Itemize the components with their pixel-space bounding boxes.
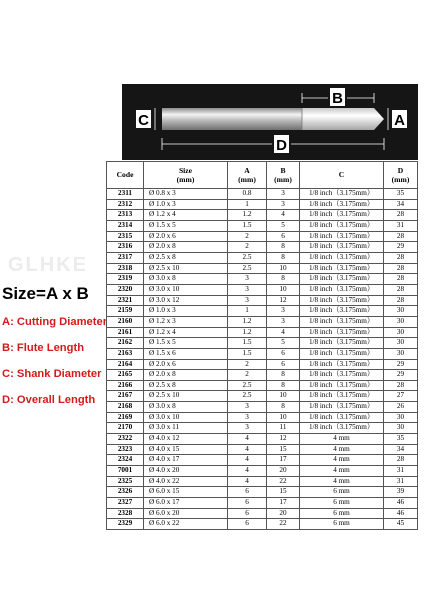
- table-row: [107, 348, 418, 359]
- cell-a: 2.5: [228, 380, 267, 391]
- cell-a: 6: [228, 487, 267, 498]
- cell-code: 2162: [107, 338, 144, 349]
- table-row: [107, 508, 418, 519]
- cell-d: 31: [384, 220, 418, 231]
- cell-b: 11: [267, 423, 300, 434]
- cell-size: Ø 2.0 x 8: [144, 242, 228, 253]
- table-row: [107, 252, 418, 263]
- cell-code: 2159: [107, 306, 144, 317]
- dimension-c-label: C: [138, 112, 149, 129]
- cell-c: 1/8 inch（3.175mm）: [300, 412, 384, 423]
- legend-b: B: Flute Length: [2, 342, 85, 354]
- cell-code: 2322: [107, 434, 144, 445]
- cell-size: Ø 3.0 x 8: [144, 274, 228, 285]
- cell-size: Ø 2.5 x 8: [144, 252, 228, 263]
- cell-c: 1/8 inch（3.175mm）: [300, 359, 384, 370]
- header-code: Code: [107, 162, 144, 189]
- cell-size: Ø 1.0 x 3: [144, 199, 228, 210]
- cell-code: 2317: [107, 252, 144, 263]
- cell-b: 6: [267, 359, 300, 370]
- cell-c: 4 mm: [300, 434, 384, 445]
- table-row: [107, 370, 418, 381]
- cell-size: Ø 4.0 x 17: [144, 455, 228, 466]
- cell-size: Ø 1.0 x 3: [144, 306, 228, 317]
- cell-a: 2.5: [228, 263, 267, 274]
- cell-size: Ø 1.5 x 5: [144, 338, 228, 349]
- cell-c: 1/8 inch（3.175mm）: [300, 189, 384, 200]
- dimension-legend: [0, 284, 118, 420]
- cell-code: 2325: [107, 476, 144, 487]
- cell-a: 6: [228, 508, 267, 519]
- cell-code: 2329: [107, 519, 144, 530]
- cell-size: Ø 2.5 x 10: [144, 263, 228, 274]
- cell-c: 1/8 inch（3.175mm）: [300, 338, 384, 349]
- cell-size: Ø 6.0 x 22: [144, 519, 228, 530]
- cell-size: Ø 1.5 x 6: [144, 348, 228, 359]
- table-row: [107, 295, 418, 306]
- cell-code: 2170: [107, 423, 144, 434]
- cell-b: 8: [267, 252, 300, 263]
- cell-b: 4: [267, 327, 300, 338]
- cell-b: 10: [267, 284, 300, 295]
- cell-size: Ø 3.0 x 12: [144, 295, 228, 306]
- bit-flute: [302, 108, 384, 130]
- header-d: D (mm): [384, 162, 418, 189]
- cell-b: 12: [267, 434, 300, 445]
- cell-c: 1/8 inch（3.175mm）: [300, 274, 384, 285]
- cell-a: 4: [228, 466, 267, 477]
- cell-c: 1/8 inch（3.175mm）: [300, 263, 384, 274]
- table-row: [107, 402, 418, 413]
- table-row: [107, 455, 418, 466]
- cell-a: 3: [228, 284, 267, 295]
- cell-code: 2324: [107, 455, 144, 466]
- cell-b: 10: [267, 263, 300, 274]
- table-row: [107, 316, 418, 327]
- cell-size: Ø 2.0 x 6: [144, 359, 228, 370]
- cell-d: 28: [384, 210, 418, 221]
- cell-c: 4 mm: [300, 444, 384, 455]
- cell-code: 2318: [107, 263, 144, 274]
- legend-d: D: Overall Length: [2, 394, 96, 406]
- cell-d: 29: [384, 359, 418, 370]
- cell-size: Ø 4.0 x 12: [144, 434, 228, 445]
- cell-a: 1.5: [228, 348, 267, 359]
- cell-code: 2169: [107, 412, 144, 423]
- cell-b: 3: [267, 316, 300, 327]
- table-row: [107, 359, 418, 370]
- cell-code: 2320: [107, 284, 144, 295]
- cell-d: 30: [384, 306, 418, 317]
- cell-code: 2164: [107, 359, 144, 370]
- cell-c: 6 mm: [300, 487, 384, 498]
- cell-code: 2328: [107, 508, 144, 519]
- table-body: [107, 189, 418, 530]
- table-row: [107, 412, 418, 423]
- cell-code: 2163: [107, 348, 144, 359]
- cell-c: 4 mm: [300, 455, 384, 466]
- cell-b: 17: [267, 498, 300, 509]
- cell-d: 29: [384, 370, 418, 381]
- cell-d: 35: [384, 434, 418, 445]
- cell-a: 2.5: [228, 252, 267, 263]
- spec-table: [106, 161, 418, 530]
- cell-b: 15: [267, 444, 300, 455]
- cell-size: Ø 4.0 x 15: [144, 444, 228, 455]
- table-row: [107, 434, 418, 445]
- header-a: A (mm): [228, 162, 267, 189]
- cell-a: 1.5: [228, 220, 267, 231]
- cell-a: 1.2: [228, 327, 267, 338]
- table-row: [107, 487, 418, 498]
- table-row: [107, 338, 418, 349]
- cell-size: Ø 6.0 x 20: [144, 508, 228, 519]
- cell-c: 1/8 inch（3.175mm）: [300, 348, 384, 359]
- cell-b: 8: [267, 370, 300, 381]
- cell-c: 1/8 inch（3.175mm）: [300, 402, 384, 413]
- cell-size: Ø 3.0 x 10: [144, 284, 228, 295]
- cell-code: 2161: [107, 327, 144, 338]
- cell-size: Ø 1.2 x 4: [144, 210, 228, 221]
- cell-size: Ø 2.5 x 8: [144, 380, 228, 391]
- cell-a: 3: [228, 412, 267, 423]
- table-row: [107, 263, 418, 274]
- dimension-a-label: A: [394, 112, 405, 129]
- cell-code: 2314: [107, 220, 144, 231]
- cell-b: 5: [267, 338, 300, 349]
- cell-b: 10: [267, 412, 300, 423]
- cell-d: 30: [384, 327, 418, 338]
- cell-a: 3: [228, 402, 267, 413]
- cell-d: 28: [384, 231, 418, 242]
- cell-b: 8: [267, 274, 300, 285]
- cell-size: Ø 3.0 x 10: [144, 412, 228, 423]
- cell-a: 1: [228, 199, 267, 210]
- cell-a: 3: [228, 274, 267, 285]
- cell-size: Ø 1.5 x 5: [144, 220, 228, 231]
- cell-size: Ø 1.2 x 3: [144, 316, 228, 327]
- cell-code: 2311: [107, 189, 144, 200]
- size-formula: Size=A x B: [2, 284, 89, 303]
- cell-c: 4 mm: [300, 476, 384, 487]
- cell-d: 30: [384, 423, 418, 434]
- dimension-d-label: D: [276, 137, 287, 154]
- cell-c: 1/8 inch（3.175mm）: [300, 284, 384, 295]
- cell-a: 1.2: [228, 316, 267, 327]
- table-header-row: [107, 162, 418, 189]
- cell-a: 1.2: [228, 210, 267, 221]
- cell-b: 8: [267, 402, 300, 413]
- cell-c: 1/8 inch（3.175mm）: [300, 370, 384, 381]
- table-row: [107, 284, 418, 295]
- cell-a: 2: [228, 359, 267, 370]
- cell-code: 2321: [107, 295, 144, 306]
- table-row: [107, 519, 418, 530]
- cell-c: 1/8 inch（3.175mm）: [300, 252, 384, 263]
- table-row: [107, 444, 418, 455]
- cell-a: 6: [228, 519, 267, 530]
- table-row: [107, 231, 418, 242]
- header-size: Size (mm): [144, 162, 228, 189]
- cell-d: 28: [384, 284, 418, 295]
- table-row: [107, 498, 418, 509]
- cell-b: 22: [267, 476, 300, 487]
- cell-d: 31: [384, 476, 418, 487]
- cell-a: 1.5: [228, 338, 267, 349]
- cell-d: 28: [384, 295, 418, 306]
- cell-size: Ø 4.0 x 22: [144, 476, 228, 487]
- cell-a: 2: [228, 242, 267, 253]
- cell-size: Ø 0.8 x 3: [144, 189, 228, 200]
- cell-code: 2326: [107, 487, 144, 498]
- cell-size: Ø 3.0 x 11: [144, 423, 228, 434]
- dimension-b-label: B: [332, 90, 343, 107]
- cell-c: 1/8 inch（3.175mm）: [300, 295, 384, 306]
- cell-a: 4: [228, 434, 267, 445]
- table-row: [107, 327, 418, 338]
- cell-d: 35: [384, 189, 418, 200]
- cell-d: 30: [384, 348, 418, 359]
- table-row: [107, 199, 418, 210]
- cell-d: 34: [384, 444, 418, 455]
- cell-code: 2327: [107, 498, 144, 509]
- cell-d: 30: [384, 316, 418, 327]
- table-row: [107, 391, 418, 402]
- cell-b: 20: [267, 508, 300, 519]
- cell-code: 2166: [107, 380, 144, 391]
- cell-d: 34: [384, 199, 418, 210]
- cell-size: Ø 2.5 x 10: [144, 391, 228, 402]
- cell-c: 1/8 inch（3.175mm）: [300, 231, 384, 242]
- cell-b: 8: [267, 242, 300, 253]
- cell-c: 1/8 inch（3.175mm）: [300, 391, 384, 402]
- cell-code: 2313: [107, 210, 144, 221]
- cell-a: 4: [228, 444, 267, 455]
- cell-code: 2315: [107, 231, 144, 242]
- cell-a: 1: [228, 306, 267, 317]
- cell-a: 2: [228, 370, 267, 381]
- cell-b: 12: [267, 295, 300, 306]
- cell-code: 2160: [107, 316, 144, 327]
- legend-c: C: Shank Diameter: [2, 368, 102, 380]
- cell-d: 31: [384, 466, 418, 477]
- table-row: [107, 242, 418, 253]
- cell-size: Ø 6.0 x 17: [144, 498, 228, 509]
- cell-c: 1/8 inch（3.175mm）: [300, 242, 384, 253]
- table-row: [107, 380, 418, 391]
- cell-b: 22: [267, 519, 300, 530]
- cell-a: 3: [228, 295, 267, 306]
- cell-d: 30: [384, 412, 418, 423]
- cell-a: 2: [228, 231, 267, 242]
- cell-code: 2165: [107, 370, 144, 381]
- table-row: [107, 423, 418, 434]
- cell-size: Ø 4.0 x 20: [144, 466, 228, 477]
- cell-d: 28: [384, 274, 418, 285]
- cell-size: Ø 2.0 x 6: [144, 231, 228, 242]
- cell-c: 6 mm: [300, 498, 384, 509]
- cell-size: Ø 6.0 x 15: [144, 487, 228, 498]
- table-row: [107, 306, 418, 317]
- table-row: [107, 210, 418, 221]
- cell-c: 6 mm: [300, 519, 384, 530]
- cell-b: 8: [267, 380, 300, 391]
- cell-code: 2168: [107, 402, 144, 413]
- cell-c: 1/8 inch（3.175mm）: [300, 380, 384, 391]
- cell-b: 4: [267, 210, 300, 221]
- cell-code: 2312: [107, 199, 144, 210]
- cell-size: Ø 2.0 x 8: [144, 370, 228, 381]
- table-row: [107, 220, 418, 231]
- header-b: B (mm): [267, 162, 300, 189]
- cell-d: 28: [384, 455, 418, 466]
- cell-b: 17: [267, 455, 300, 466]
- watermark: GLHKE: [8, 254, 88, 276]
- cell-b: 3: [267, 199, 300, 210]
- cell-d: 30: [384, 338, 418, 349]
- router-bit-diagram: [122, 84, 418, 160]
- legend-a: A: Cutting Diameter: [2, 316, 108, 328]
- cell-b: 5: [267, 220, 300, 231]
- cell-size: Ø 3.0 x 8: [144, 402, 228, 413]
- cell-d: 28: [384, 263, 418, 274]
- cell-b: 6: [267, 348, 300, 359]
- cell-d: 29: [384, 242, 418, 253]
- cell-c: 1/8 inch（3.175mm）: [300, 306, 384, 317]
- cell-a: 2.5: [228, 391, 267, 402]
- cell-c: 1/8 inch（3.175mm）: [300, 220, 384, 231]
- table-row: [107, 466, 418, 477]
- table-row: [107, 476, 418, 487]
- cell-c: 1/8 inch（3.175mm）: [300, 423, 384, 434]
- cell-b: 3: [267, 189, 300, 200]
- cell-c: 1/8 inch（3.175mm）: [300, 199, 384, 210]
- cell-b: 6: [267, 231, 300, 242]
- cell-d: 26: [384, 402, 418, 413]
- cell-code: 2319: [107, 274, 144, 285]
- cell-b: 10: [267, 391, 300, 402]
- cell-a: 6: [228, 498, 267, 509]
- cell-b: 15: [267, 487, 300, 498]
- cell-c: 4 mm: [300, 466, 384, 477]
- cell-c: 6 mm: [300, 508, 384, 519]
- cell-code: 7001: [107, 466, 144, 477]
- cell-c: 1/8 inch（3.175mm）: [300, 210, 384, 221]
- cell-size: Ø 1.2 x 4: [144, 327, 228, 338]
- bit-shank: [162, 108, 302, 130]
- cell-c: 1/8 inch（3.175mm）: [300, 327, 384, 338]
- cell-d: 27: [384, 391, 418, 402]
- cell-a: 4: [228, 476, 267, 487]
- cell-d: 46: [384, 508, 418, 519]
- cell-d: 45: [384, 519, 418, 530]
- table-row: [107, 274, 418, 285]
- cell-a: 0.8: [228, 189, 267, 200]
- header-c: C: [300, 162, 384, 189]
- cell-d: 46: [384, 498, 418, 509]
- cell-code: 2323: [107, 444, 144, 455]
- cell-code: 2316: [107, 242, 144, 253]
- cell-d: 28: [384, 252, 418, 263]
- cell-c: 1/8 inch（3.175mm）: [300, 316, 384, 327]
- cell-b: 3: [267, 306, 300, 317]
- cell-code: 2167: [107, 391, 144, 402]
- cell-d: 39: [384, 487, 418, 498]
- table-row: [107, 189, 418, 200]
- cell-b: 20: [267, 466, 300, 477]
- cell-a: 4: [228, 455, 267, 466]
- cell-a: 3: [228, 423, 267, 434]
- cell-d: 28: [384, 380, 418, 391]
